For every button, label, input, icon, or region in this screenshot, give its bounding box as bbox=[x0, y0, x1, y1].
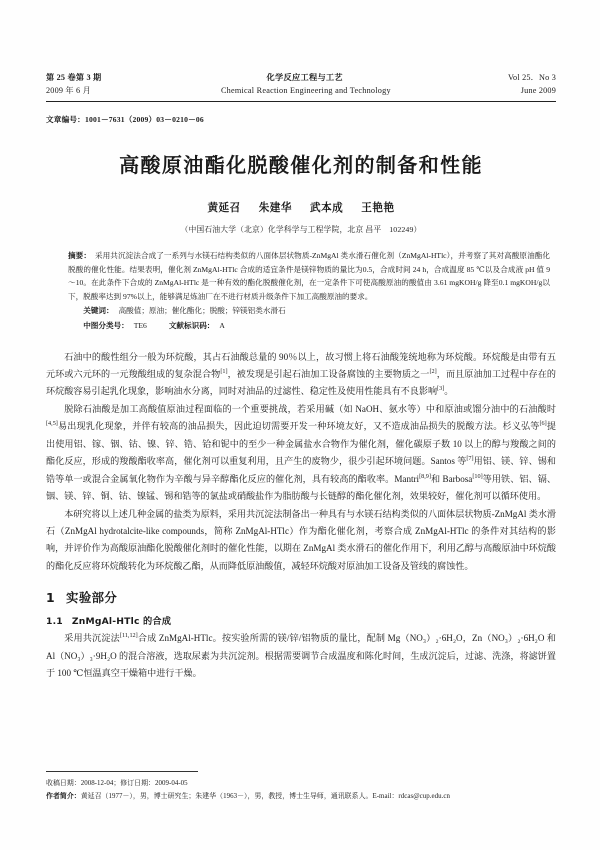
keywords-text: 高酸值；原油；催化酯化；脱酸；锌镁铝类水滑石 bbox=[118, 306, 286, 316]
abstract-text: 采用共沉淀法合成了一系列与水镁石结构类似的八面体层状物质-ZnMgAl 类水滑石催化剂（ZnMgAl-HTlc），并考察了其对高酸原油酯化脱酸的催化性能。结果表明，催化剂 ZnMgAl-HTlc 合成的适宜条件是镁锌物质的量比为0.5，合成时间 24 h，合成温度 85 ℃以及合成液 pH 值 9～10。在此条件下合成的 ZnMgAl-HTlc 是一种有效的酯化脱酸催化剂，在一定条件下可使高酸原油的酸值由 3.61 mgKOH/g 降至0.1 mgKOH/g以下，脱酸率达到 97%以上，能够满足炼油厂在不进行材质升级条件下加工高酸原油的要求。 bbox=[68, 251, 550, 301]
section-heading-1 bbox=[46, 588, 556, 606]
p2-seg-b: 易出现乳化现象，并伴有较高的油品损失，因此迫切需要开发一种环境友好，又不造成油品损失的脱酸方法。杉义弘等 bbox=[57, 421, 540, 432]
citation-ref: [2] bbox=[429, 367, 437, 375]
paragraph-3: 本研究将以上述几种金属的盐类为原料，采用共沉淀法制备出一种具有与水镁石结构类似的八面体层状物质-ZnMgAl 类水滑石（ZnMgAl hydrotalcite-like compounds，简称 ZnMgAl-HTlc）作为酯化催化剂，考察合成 ZnMgAl-HTlc 的条件对其结构的影响，并评价作为高酸原油酯化脱酸催化剂时的催化性能，以期在 ZnMgAl 类水滑石的催化作用下，利用乙醇与高酸原油中环烷酸的酯化反应将环烷酸转化为环烷酸乙酯，从而降低原油酸值，减轻环烷酸对原油加工设备及管线的腐蚀性。 bbox=[46, 508, 557, 571]
abstract-block bbox=[68, 249, 550, 332]
subsection-title: ZnMgAl-HTlc 的合成 bbox=[71, 616, 172, 628]
p2-seg-d: 用铝、镁、锌、锡和锆等单一或混合金属氧化物作为辛酸与异辛醇酯化反应的催化剂，具有较高的酯收率。Mantri bbox=[46, 456, 556, 484]
p1-seg-b: ，被发现是引起石油加工设备腐蚀的主要物质之一 bbox=[227, 368, 430, 379]
paragraph-2 bbox=[46, 401, 556, 506]
author-name: 王艳艳 bbox=[361, 203, 395, 215]
footnote-divider bbox=[46, 771, 198, 772]
journal-name-cn: 化学反应工程与工艺 bbox=[266, 73, 343, 82]
doc-code-value: A bbox=[219, 320, 225, 330]
author-bio-text: 黄延召（1977－），男，博士研究生；朱建华（1963－），男，教授，博士生导师，通讯联系人。E-mail：rdcas@cup.edu.cn bbox=[80, 792, 450, 800]
footnote-block bbox=[46, 778, 560, 804]
p2-seg-a: 脱除石油酸是加工高酸值原油过程面临的一个重要挑战，若采用碱（如 NaOH、氨水等）中和原油或馏分油中的石油酸时 bbox=[64, 403, 556, 414]
received-dates: 收稿日期：2008-12-04；修订日期：2009-04-05 bbox=[46, 780, 188, 787]
article-number: 文章编号：1001－7631（2009）03－0210－06 bbox=[46, 115, 204, 125]
author-bio-line bbox=[46, 791, 560, 804]
citation-ref: [10] bbox=[472, 472, 483, 480]
clc-line bbox=[68, 319, 550, 333]
volume-issue-en: Vol 25．No 3 bbox=[508, 73, 556, 82]
author-name: 朱建华 bbox=[258, 203, 292, 215]
author-list bbox=[46, 200, 556, 215]
p1-seg-c: ，而且原油加工过程中存在的环烷酸容易引起乳化现象，影响油水分离，同时对油品的过滤性、稳定性及使用性能具有不良影响 bbox=[46, 368, 556, 397]
page-title: 高酸原油酯化脱酸催化剂的制备和性能 bbox=[119, 153, 483, 178]
p4-seg-b: 合成 ZnMgAl-HTlc。按实验所需的镁/锌/铝物质的量比，配制 Mg（NO₃）₂·6H₂O，Zn（NO₃）₂·6H₂O 和 Al（NO₃）₃·9H₂O 的混合溶液，选取尿素为共沉淀剂。根据需要调节合成温度和陈化时间，生成沉淀后，过滤、洗涤，将滤饼置于 100 ℃恒温真空干燥箱中进行干燥。 bbox=[46, 633, 556, 679]
running-head-row-primary bbox=[46, 72, 556, 85]
p1-seg-d: 。 bbox=[444, 386, 454, 397]
running-head-row-secondary bbox=[46, 85, 556, 98]
citation-ref: [7] bbox=[466, 455, 474, 463]
author-bio-label: 作者简介： bbox=[46, 792, 81, 800]
section-title: 实验部分 bbox=[66, 590, 118, 606]
p2-seg-e: 和 Barbosa bbox=[430, 473, 473, 484]
section-number: 1 bbox=[46, 590, 56, 606]
citation-ref: [3] bbox=[437, 385, 445, 393]
volume-issue-cn: 第 25 卷第 3 期 bbox=[46, 73, 102, 82]
citation-ref: [8,9] bbox=[419, 472, 431, 480]
header-divider bbox=[46, 101, 556, 102]
subsection-number: 1.1 bbox=[46, 616, 63, 628]
keywords-line bbox=[68, 304, 550, 318]
journal-name-en: Chemical Reaction Engineering and Technology bbox=[220, 85, 391, 95]
paragraph-4 bbox=[46, 630, 556, 682]
citation-ref: [6] bbox=[539, 420, 547, 428]
p2-seg-c: 提出使用铝、镓、铟、钴、镍、锌、锆、铪和铌中的至少一种金属盐水合物作为催化剂，催化碳原子数 10 以上的醇与羧酸之间的酯化反应，形成的羧酸酯收率高，催化剂可以重复利用，且产生的废物少，很少引起环境问题。Santos 等 bbox=[46, 421, 556, 467]
subsection-body-1-1 bbox=[46, 630, 556, 682]
running-head bbox=[46, 72, 556, 102]
abstract-label: 摘要： bbox=[68, 251, 91, 261]
keywords-label: 关键词： bbox=[83, 306, 114, 316]
citation-ref: [1] bbox=[220, 367, 228, 375]
issue-date-en: June 2009 bbox=[520, 85, 556, 95]
affiliation: （中国石油大学（北京）化学科学与工程学院，北京 昌平 102249） bbox=[180, 225, 422, 235]
clc-value: TE6 bbox=[133, 320, 147, 330]
page-content bbox=[46, 0, 556, 683]
paragraph-1 bbox=[46, 349, 556, 401]
author-name: 黄延召 bbox=[207, 203, 241, 215]
issue-date-cn: 2009 年 6 月 bbox=[46, 85, 91, 95]
citation-ref: [11,12] bbox=[119, 632, 138, 640]
article-body bbox=[46, 349, 556, 576]
doc-code-label: 文献标识码： bbox=[168, 320, 215, 330]
clc-label: 中图分类号： bbox=[83, 320, 129, 330]
p1-seg-a: 石油中的酸性组分一般为环烷酸，其占石油酸总量的 90％以上，故习惯上将石油酸笼统地称为环烷酸。环烷酸是由带有五元环或六元环的一元羧酸组成的复杂混合物 bbox=[46, 351, 556, 379]
subsection-heading-1-1 bbox=[46, 613, 556, 627]
citation-ref: [4,5] bbox=[46, 420, 58, 428]
p2-seg-f: 等用铁、铝、镉、铟、镁、锌、铜、钴、镍锰、锡和锆等的氯盐或硝酸盐作为脂肪酸与长链醇的酯化催化剂，效果较好，催化剂可以循环使用。 bbox=[46, 473, 556, 502]
author-name: 武本成 bbox=[310, 203, 344, 215]
p4-seg-a: 采用共沉淀法 bbox=[64, 633, 120, 644]
